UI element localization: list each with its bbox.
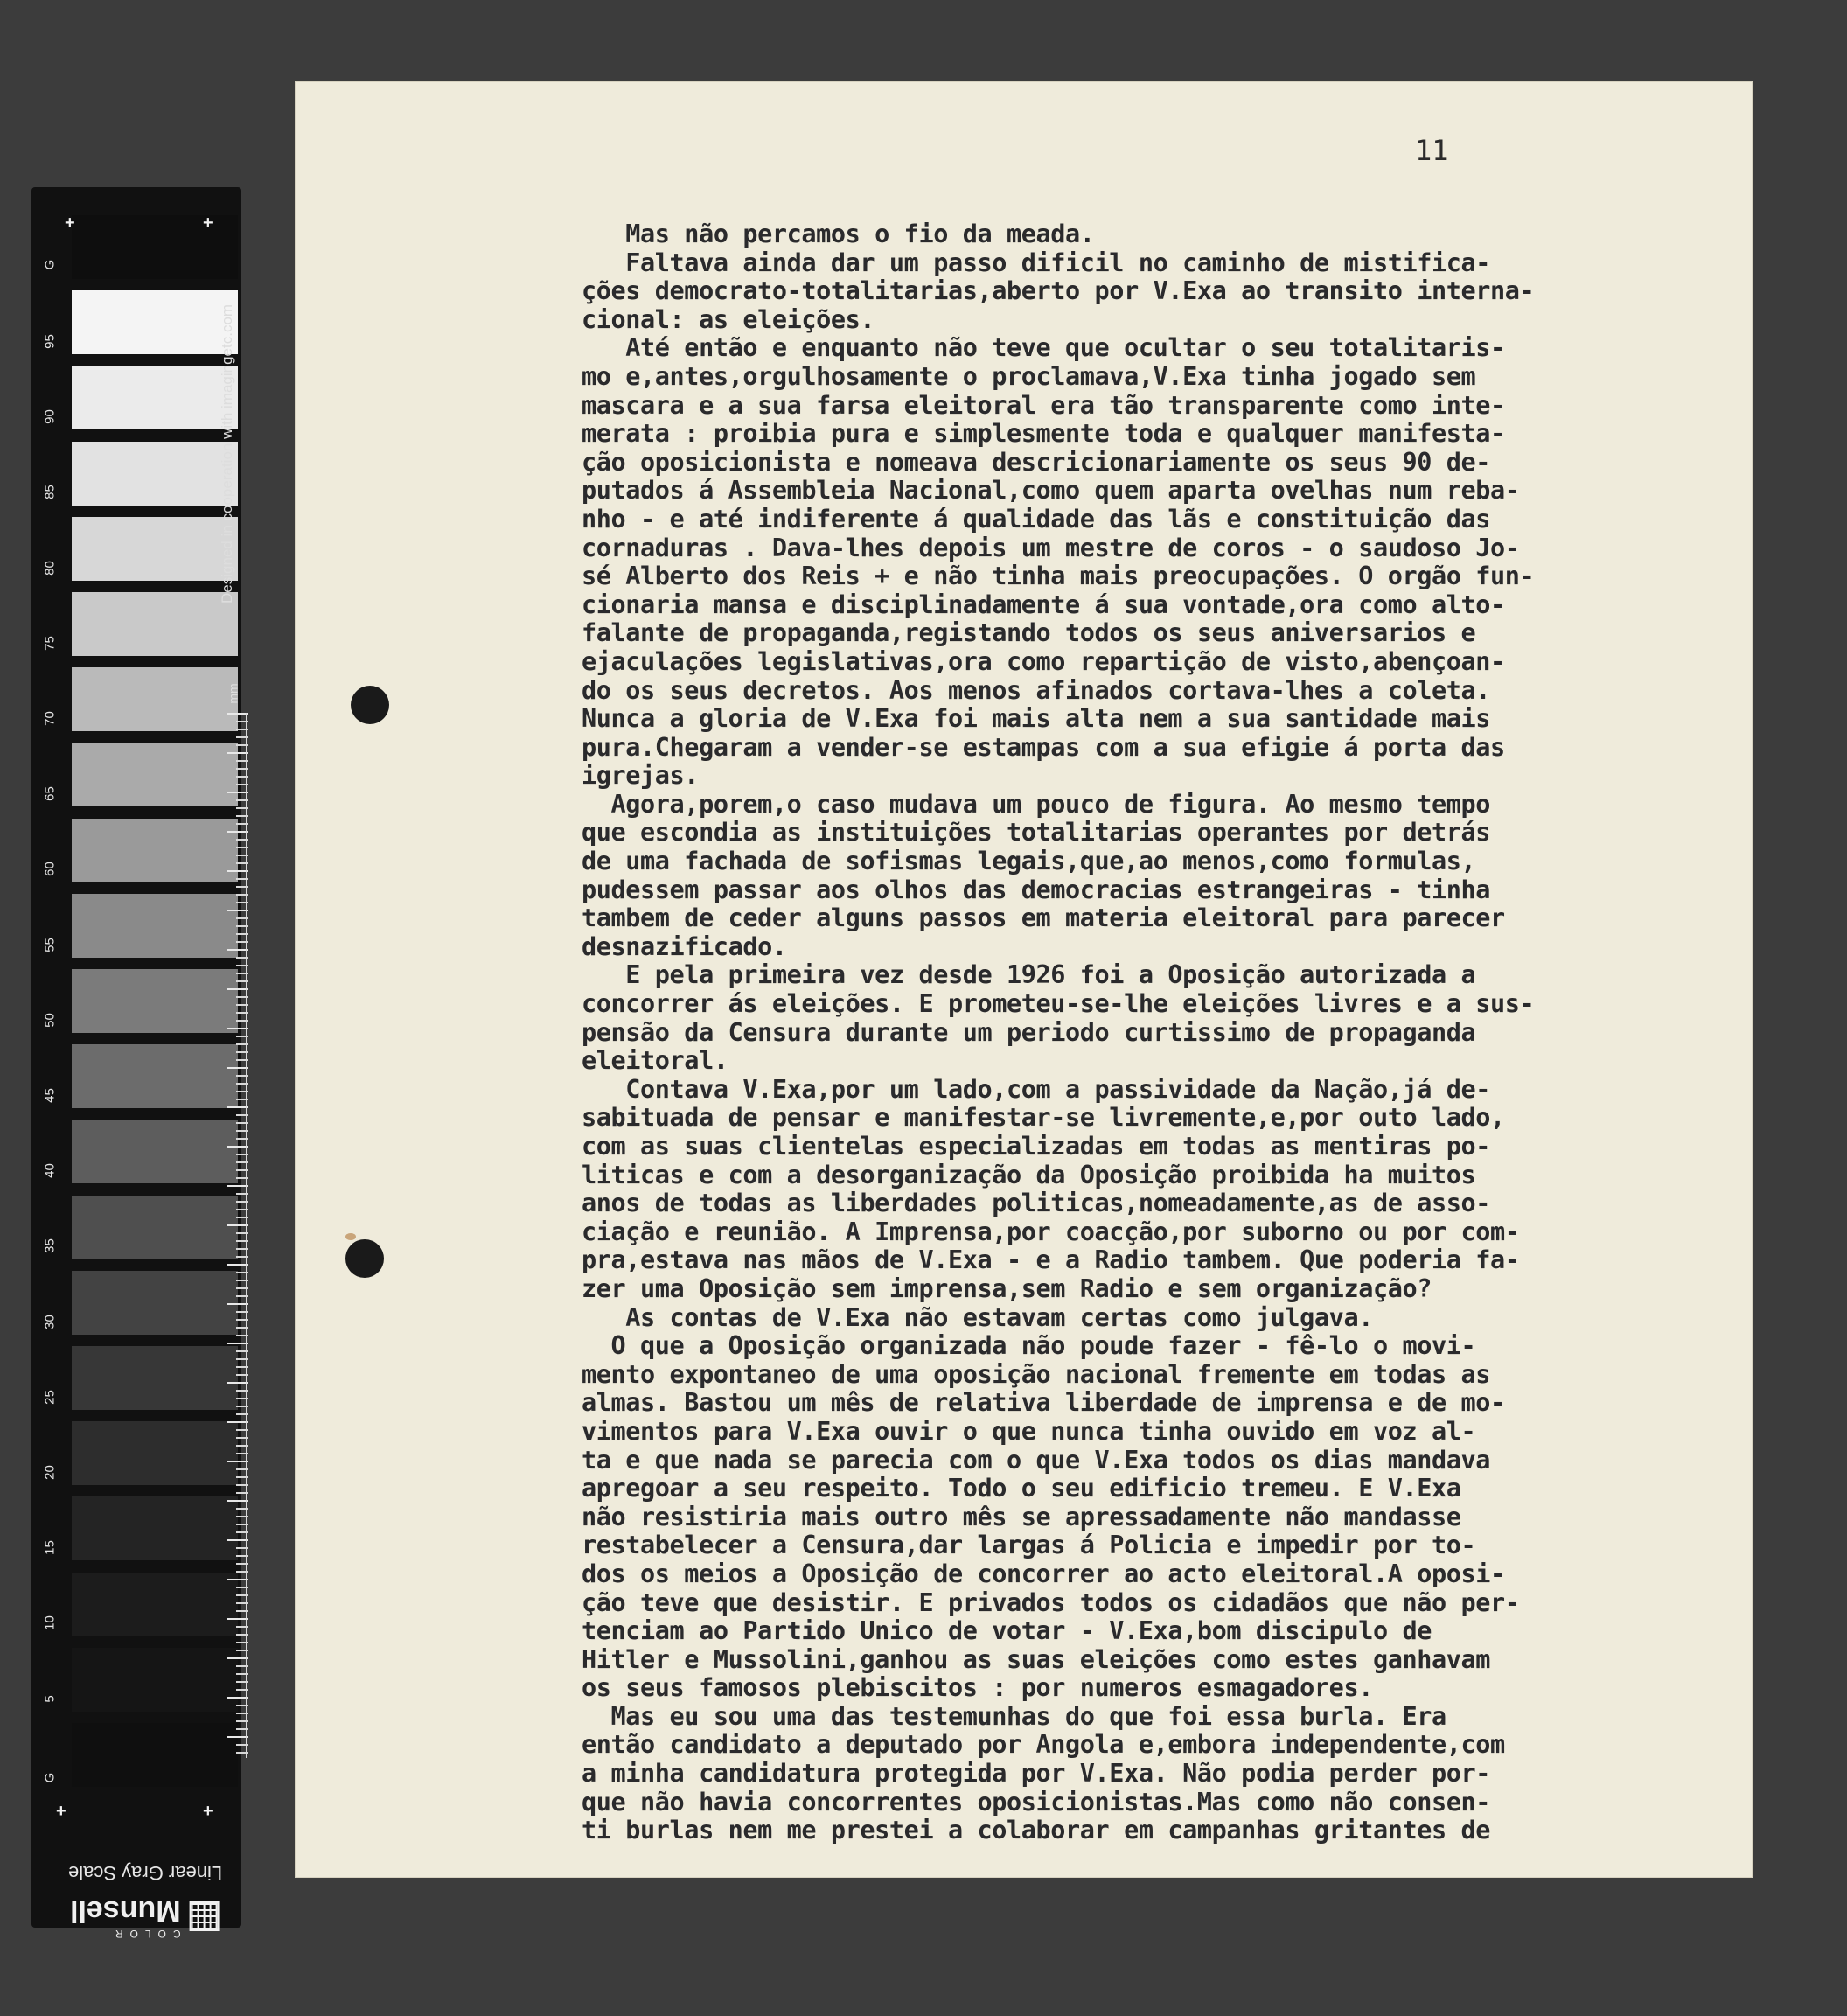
text-line: As contas de V.Exa não estavam certas como julgava. [582, 1302, 1373, 1332]
text-line: a minha candidatura protegida por V.Exa. Não podia perder por- [582, 1759, 1491, 1789]
gray-swatch [72, 894, 238, 958]
text-line: então candidato a deputado por Angola e,embora independente,com [582, 1730, 1505, 1760]
text-line: Mas não percamos o fio da meada. [582, 220, 1095, 248]
munsell-color-sub: COLOR [108, 1928, 181, 1940]
scale-number: 70 [42, 711, 58, 726]
scale-number: 95 [42, 334, 58, 349]
plus-mark-bottom-right: + [203, 1802, 213, 1821]
letter-body [582, 220, 1745, 1845]
scale-number: 60 [42, 862, 58, 877]
mm-label: mm [226, 683, 240, 704]
text-line: restabelecer a Censura,dar largas á Policia e impedir por to- [582, 1531, 1476, 1560]
text-line: Contava V.Exa,por um lado,com a passividade da Nação,já de- [582, 1074, 1491, 1104]
gray-swatch [72, 366, 238, 429]
text-line: não resistiria mais outro mês se apressadamente não mandasse [582, 1502, 1461, 1531]
scale-number: 5 [42, 1694, 58, 1703]
linear-gray-scale-label: Linear Gray Scale [68, 1862, 223, 1884]
scale-number: 55 [42, 937, 58, 952]
munsell-logo [70, 1894, 220, 1940]
text-line: O que a Oposição organizada não poude fazer - fê-lo o movi- [582, 1331, 1476, 1361]
plus-mark-top-left: + [65, 213, 75, 233]
scale-number: 10 [42, 1615, 58, 1631]
scale-top-g: G [42, 259, 58, 270]
text-line: sé Alberto dos Reis + e não tinha mais preocupações. O orgão fun- [582, 562, 1535, 591]
scale-number: 30 [42, 1314, 58, 1329]
gray-swatch [72, 1120, 238, 1183]
text-line: Até então e enquanto não teve que ocultar o seu totalitaris- [582, 333, 1505, 363]
text-line: os seus famosos plebiscitos : por numeros esmagadores. [582, 1673, 1373, 1703]
text-line: Agora,porem,o caso mudava um pouco de figura. Ao mesmo tempo [582, 789, 1491, 819]
text-line: pra,estava nas mãos de V.Exa - e a Radio tambem. Que poderia fa- [582, 1245, 1520, 1275]
gray-swatch [72, 1723, 238, 1787]
text-line: liticas e com a desorganização da Oposição proibida ha muitos [582, 1160, 1476, 1189]
text-line: cional: as eleições. [582, 304, 875, 334]
text-line: pensão da Censura durante um periodo curtissimo de propaganda [582, 1017, 1476, 1047]
scale-number: 75 [42, 635, 58, 651]
rust-smudge [345, 1233, 356, 1240]
text-line: vimentos para V.Exa ouvir o que nunca tinha ouvido em voz al- [582, 1416, 1476, 1446]
scale-number: 40 [42, 1163, 58, 1179]
scale-number: 65 [42, 786, 58, 802]
text-line: concorrer ás eleições. E prometeu-se-lhe eleições livres e a sus- [582, 989, 1535, 1019]
gray-swatch [72, 1573, 238, 1636]
text-line: ção oposicionista e nomeava descricionariamente os seus 90 de- [582, 447, 1491, 477]
text-line: ção teve que desistir. E privados todos os cidadãos que não per- [582, 1587, 1520, 1617]
text-line: apregoar a seu respeito. Todo o seu edificio tremeu. E V.Exa [582, 1474, 1461, 1503]
gray-swatch [72, 819, 238, 882]
text-line: tambem de ceder alguns passos em materia eleitoral para parecer [582, 903, 1505, 933]
text-line: mento expontaneo de uma oposição nacional fremente em todas as [582, 1359, 1491, 1389]
scale-number: 15 [42, 1540, 58, 1556]
text-line: dos os meios a Oposição de concorrer ao acto eleitoral.A oposi- [582, 1559, 1505, 1588]
text-line: cornaduras . Dava-lhes depois um mestre de coros - o saudoso Jo- [582, 533, 1520, 562]
punch-hole-top [351, 686, 389, 724]
gray-swatch [72, 1196, 238, 1259]
text-line: ejaculações legislativas,ora como repartição de visto,abençoan- [582, 646, 1505, 676]
scale-number: 85 [42, 485, 58, 500]
text-line: nho - e até indiferente á qualidade das lãs e constituição das [582, 504, 1491, 534]
text-line: pudessem passar aos olhos das democracias estrangeiras - tinha [582, 875, 1491, 904]
scale-number: 20 [42, 1465, 58, 1480]
text-line: Faltava ainda dar um passo dificil no caminho de mistifica- [582, 248, 1491, 277]
text-line: falante de propaganda,registando todos os seus aniversarios e [582, 618, 1476, 648]
gray-swatch [72, 592, 238, 656]
gray-swatch [72, 1271, 238, 1335]
scale-number: 50 [42, 1012, 58, 1028]
plus-mark-top-right: + [203, 213, 213, 233]
text-line: cionaria mansa e disciplinadamente á sua vontade,ora como alto- [582, 589, 1505, 619]
gray-scale-strip [31, 187, 241, 1928]
gray-swatch [72, 969, 238, 1033]
page-number: 11 [1415, 134, 1449, 167]
scale-number: 25 [42, 1389, 58, 1405]
text-line: igrejas. [582, 761, 700, 791]
scale-bottom-g: G [42, 1772, 58, 1783]
text-line: que escondia as instituições totalitarias operantes por detrás [582, 818, 1491, 848]
text-line: anos de todas as liberdades politicas,nomeadamente,as de asso- [582, 1189, 1491, 1218]
gray-swatch [72, 1421, 238, 1485]
text-line: que não havia concorrentes oposicionistas.Mas como não consen- [582, 1787, 1491, 1817]
text-line: ti burlas nem me prestei a colaborar em campanhas gritantes de [582, 1816, 1491, 1845]
text-line: putados á Assembleia Nacional,como quem aparta ovelhas num reba- [582, 476, 1520, 506]
text-line: ciação e reunião. A Imprensa,por coacção,por suborno ou por com- [582, 1217, 1520, 1246]
scale-number: 35 [42, 1238, 58, 1254]
text-line: desnazificado. [582, 931, 787, 961]
text-line: almas. Bastou um mês de relativa liberdade de imprensa e de mo- [582, 1388, 1505, 1418]
text-line: mo e,antes,orgulhosamente o proclamava,V.Exa tinha jogado sem [582, 361, 1476, 391]
gray-swatch [72, 1346, 238, 1410]
text-line: merata : proibia pura e simplesmente toda e qualquer manifesta- [582, 419, 1505, 449]
text-line: com as suas clientelas especializadas em todas as mentiras po- [582, 1132, 1491, 1161]
gray-swatch [72, 442, 238, 506]
text-line: ta e que nada se parecia com o que V.Exa todos os dias mandava [582, 1445, 1491, 1475]
gray-swatch [72, 743, 238, 806]
scale-number: 90 [42, 409, 58, 425]
text-line: de uma fachada de sofismas legais,que,ao menos,como formulas, [582, 847, 1476, 876]
gray-swatch [72, 290, 238, 354]
munsell-brand: Munsell [70, 1894, 181, 1928]
text-line: E pela primeira vez desde 1926 foi a Oposição autorizada a [582, 960, 1476, 990]
text-line: Hitler e Mussolini,ganhou as suas eleições como estes ganhavam [582, 1644, 1491, 1674]
text-line: eleitoral. [582, 1046, 728, 1076]
text-line: pura.Chegaram a vender-se estampas com a sua efigie á porta das [582, 732, 1505, 762]
scale-number: 45 [42, 1088, 58, 1103]
punch-hole-bottom [345, 1239, 384, 1278]
text-line: ções democrato-totalitarias,aberto por V.Exa ao transito interna- [582, 276, 1535, 306]
text-line: Mas eu sou uma das testemunhas do que foi essa burla. Era [582, 1701, 1446, 1731]
gray-swatch [72, 1648, 238, 1712]
scale-designer-credit: Designed in cooperation with imagingetc.com [219, 303, 235, 603]
scale-number: 80 [42, 560, 58, 576]
gray-swatch [72, 1044, 238, 1108]
mm-ruler-line [246, 713, 247, 1758]
gray-swatch [72, 667, 238, 731]
gray-swatch [72, 517, 238, 581]
gray-swatch [72, 1496, 238, 1560]
text-line: zer uma Oposição sem imprensa,sem Radio e sem organização? [582, 1273, 1432, 1303]
text-line: tenciam ao Partido Unico de votar - V.Exa,bom discipulo de [582, 1616, 1432, 1646]
plus-mark-bottom-left: + [56, 1802, 66, 1821]
text-line: mascara e a sua farsa eleitoral era tão transparente como inte- [582, 390, 1505, 420]
text-line: sabituada de pensar e manifestar-se livremente,e,por outo lado, [582, 1103, 1505, 1133]
text-line: do os seus decretos. Aos menos afinados cortava-lhes a coleta. [582, 675, 1491, 705]
munsell-grid-icon [190, 1902, 220, 1932]
text-line: Nunca a gloria de V.Exa foi mais alta nem a sua santidade mais [582, 704, 1491, 734]
